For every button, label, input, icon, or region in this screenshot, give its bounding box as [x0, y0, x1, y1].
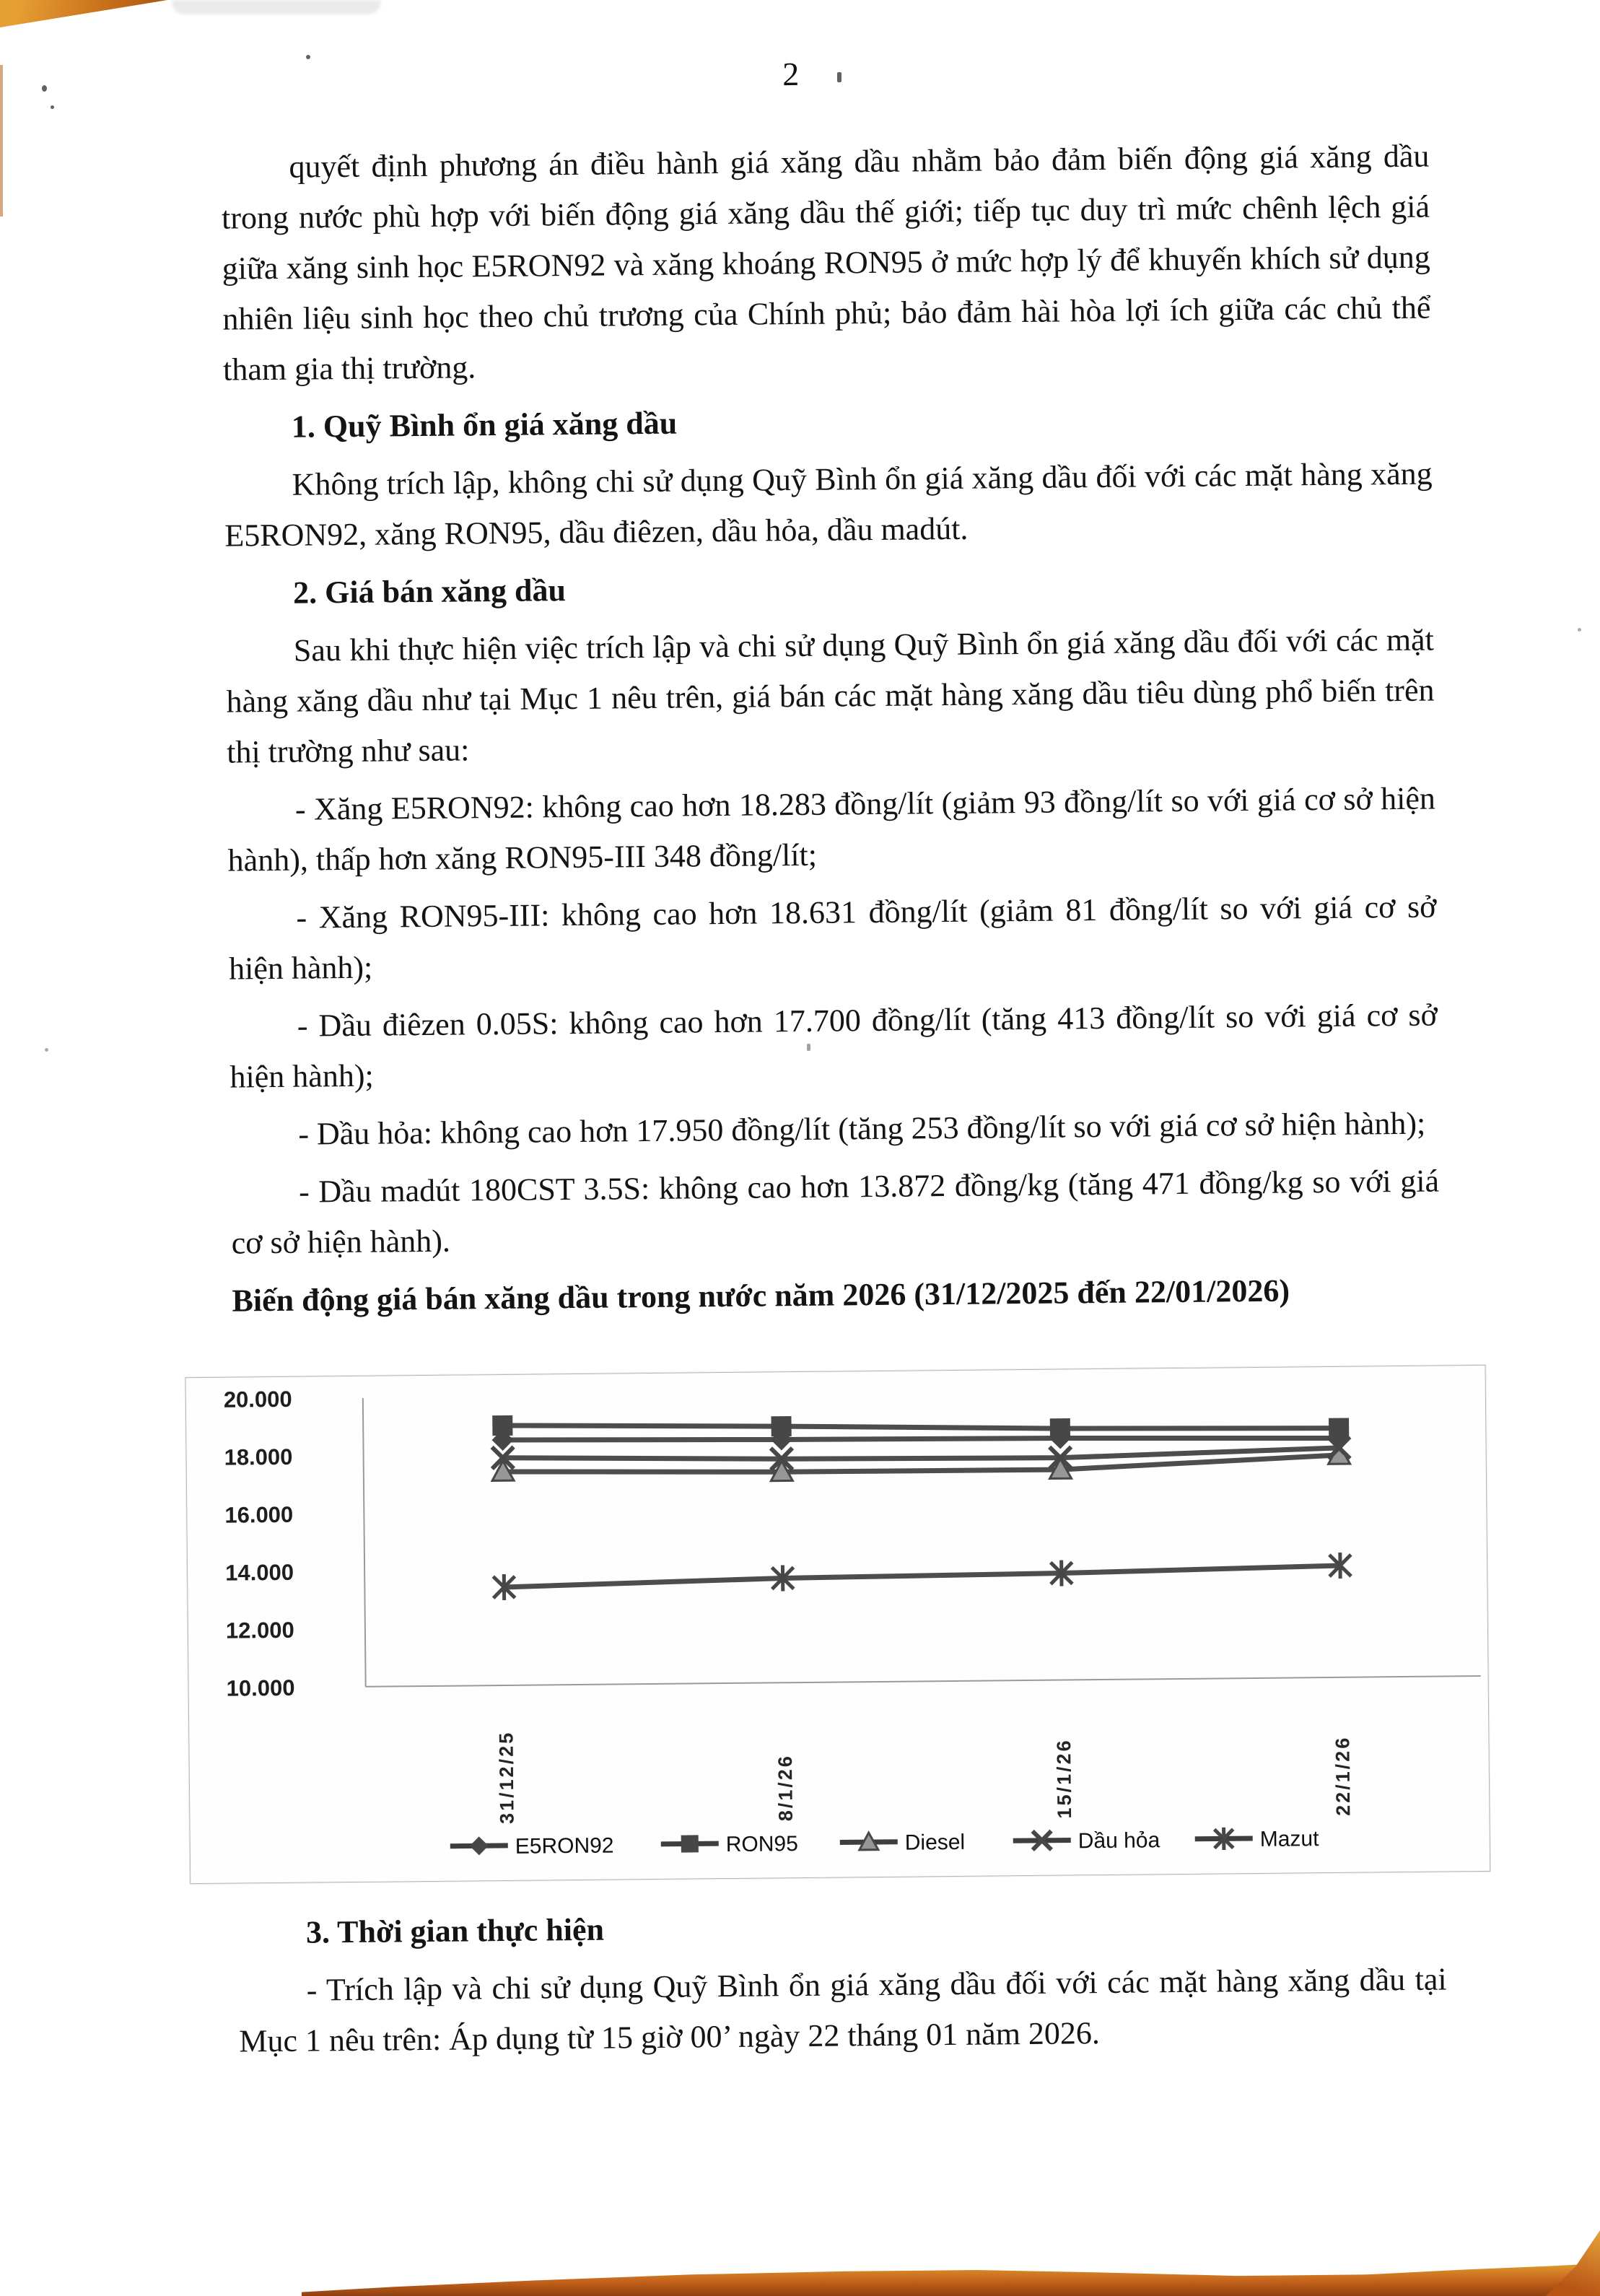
section-3-paragraph: - Trích lập và chi sử dụng Quỹ Bình ổn giá xăng dầu đối với các mặt hàng xăng dầu tại Mục 1 nêu trên: Áp dụng từ 15 giờ 00’ ngày 22 tháng 01 năm 2026.: [239, 1961, 1447, 2059]
x-tick-label: 8/1/26: [774, 1754, 797, 1822]
series-line-RON95: [502, 1418, 1339, 1436]
bullet-ron95: - Xăng RON95-III: không cao hơn 18.631 đồng/lít (giảm 81 đồng/lít so với giá cơ sở hiện hành);: [228, 889, 1437, 987]
legend-label: Diesel: [904, 1830, 966, 1855]
legend-label: E5RON92: [515, 1833, 614, 1859]
section-1-heading: 1. Quỹ Bình ổn giá xăng dầu: [291, 405, 678, 445]
bullet-diesel: - Dầu điêzen 0.05S: không cao hơn 17.700 đồng/lít (tăng 413 đồng/lít so với giá cơ sở hiện hành);: [229, 997, 1438, 1095]
series-marker-square: [681, 1835, 699, 1852]
section-2-intro-paragraph: Sau khi thực hiện việc trích lập và chi sử dụng Quỹ Bình ổn giá xăng dầu đối với các mặt hàng xăng dầu như tại Mục 1 nêu trên, giá bán các mặt hàng xăng dầu tiêu dùng phổ biến trên thị trường như sau:: [226, 621, 1435, 770]
y-tick-label: 10.000: [226, 1675, 295, 1701]
intro-paragraph: quyết định phương án điều hành giá xăng dầu nhằm bảo đảm biến động giá xăng dầu trong nước phù hợp với biến động giá xăng dầu thế giới; tiếp tục duy trì mức chênh lệch giá giữa xăng sinh học E5RON92 và xăng khoáng RON95 ở mức hợp lý để khuyến khích sử dụng nhiên liệu sinh học theo chủ trương của Chính phủ; bảo đảm hài hòa lợi ích giữa các chủ thể tham gia thị trường.: [221, 138, 1431, 388]
legend-label: Mazut: [1259, 1827, 1319, 1851]
series-marker-square: [492, 1415, 512, 1436]
section-3: [238, 1893, 1448, 2074]
y-tick-label: 12.000: [225, 1617, 294, 1644]
section-2-heading: 2. Giá bán xăng dầu: [292, 572, 567, 611]
series-line-E5RON92: [503, 1432, 1339, 1446]
y-tick-label: 18.000: [224, 1444, 293, 1470]
series-marker-square: [1050, 1418, 1070, 1439]
document-body: [221, 131, 1441, 1327]
series-marker-square: [771, 1416, 791, 1436]
legend-label: Dầu hỏa: [1077, 1828, 1160, 1854]
series-line-Mazut: [504, 1566, 1340, 1587]
x-tick-label: 15/1/26: [1053, 1738, 1076, 1819]
x-tick-label: 22/1/26: [1332, 1735, 1355, 1816]
y-tick-label: 16.000: [224, 1501, 294, 1528]
y-tick-label: 14.000: [224, 1559, 294, 1586]
bullet-mazut: - Dầu madút 180CST 3.5S: không cao hơn 13.872 đồng/kg (tăng 471 đồng/kg so với giá cơ sở hiện hành).: [231, 1163, 1440, 1261]
page-number: 2: [782, 55, 800, 93]
section-1-paragraph: Không trích lập, không chi sử dụng Quỹ Bình ổn giá xăng dầu đối với các mặt hàng xăng E5RON92, xăng RON95, dầu điêzen, dầu hỏa, dầu madút.: [224, 455, 1433, 554]
section-3-heading: 3. Thời gian thực hiện: [305, 1911, 605, 1950]
x-axis: [366, 1676, 1481, 1687]
legend-label: RON95: [725, 1832, 798, 1857]
series-marker-square: [1329, 1418, 1349, 1438]
price-chart: [185, 1365, 1491, 1884]
price-chart-svg: [186, 1366, 1490, 1883]
x-tick-label: 31/12/25: [495, 1730, 518, 1825]
y-axis: [363, 1398, 366, 1687]
bullet-dau-hoa: - Dầu hỏa: không cao hơn 17.950 đồng/lít (tăng 253 đồng/lít so với giá cơ sở hiện hành);: [298, 1105, 1426, 1152]
series-marker-diamond: [470, 1836, 489, 1855]
y-tick-label: 20.000: [223, 1386, 292, 1413]
chart-title: Biến động giá bán xăng dầu trong nước năm 2026 (31/12/2025 đến 22/01/2026): [232, 1273, 1290, 1319]
bullet-e5ron92: - Xăng E5RON92: không cao hơn 18.283 đồng/lít (giảm 93 đồng/lít so với giá cơ sở hiện hành), thấp hơn xăng RON95-III 348 đồng/lít;: [227, 780, 1436, 878]
